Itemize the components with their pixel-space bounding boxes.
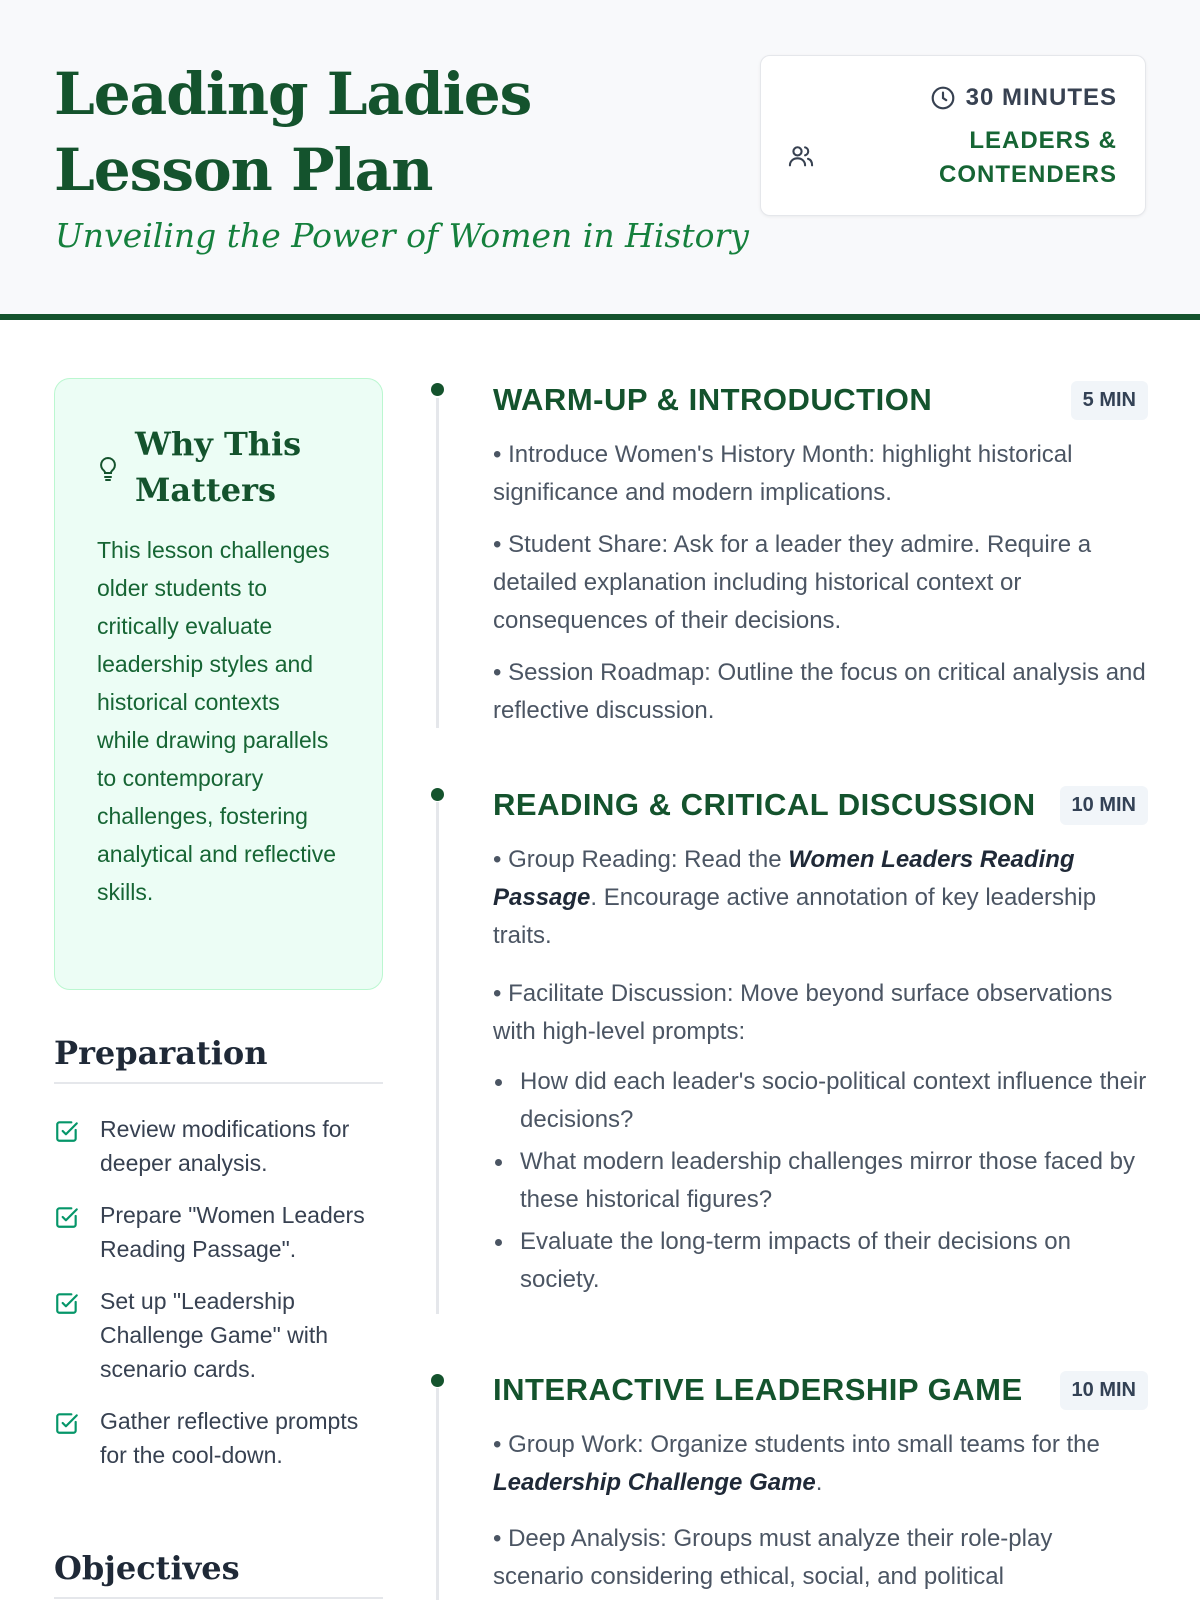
section-title: INTERACTIVE LEADERSHIP GAME <box>493 1372 1023 1407</box>
time-badge: 10 MIN <box>1060 1371 1148 1410</box>
section-paragraph: • Deep Analysis: Groups must analyze their role-play scenario considering ethical, social, and political <box>493 1525 1053 1590</box>
list-item: What modern leadership challenges mirror those faced by these historical figures? <box>493 1143 1148 1219</box>
prep-text: Prepare "Women Leaders Reading Passage". <box>100 1202 365 1262</box>
section-game <box>493 1370 1148 1596</box>
why-text: This lesson challenges older students to critically evaluate leadership styles and historical contexts while drawing parallels to contemporary challenges, fostering analytical and reflective skills. <box>97 537 337 905</box>
duration-label: 30 MINUTES <box>965 84 1117 111</box>
passage-title: Women Leaders Reading Passage <box>493 846 1075 911</box>
section-paragraph: • Facilitate Discussion: Move beyond surface observations with high-level prompts: <box>493 980 1113 1045</box>
lesson-meta-card <box>760 55 1146 216</box>
users-icon <box>787 142 815 170</box>
why-title: Why This Matters <box>135 425 302 509</box>
preparation-heading: Preparation <box>54 1034 383 1084</box>
prep-text: Gather reflective prompts for the cool-down. <box>100 1408 359 1468</box>
audience-label: LEADERS & CONTENDERS <box>938 127 1117 188</box>
timeline-line <box>436 802 439 1314</box>
section-paragraph <box>493 1426 1148 1502</box>
lesson-header <box>0 0 1200 320</box>
checkbox-icon <box>54 1410 80 1436</box>
paragraph-text: • Group Work: Organize students into small teams for the <box>493 1431 1100 1458</box>
section-paragraph: • Introduce Women's History Month: highlight historical significance and modern implications. <box>493 441 1073 506</box>
paragraph-text: • Group Reading: Read the <box>493 846 789 873</box>
list-item <box>54 1112 384 1180</box>
prep-text: Set up "Leadership Challenge Game" with scenario cards. <box>100 1288 329 1382</box>
time-badge: 10 MIN <box>1060 786 1148 825</box>
timeline-dot <box>431 383 444 396</box>
timeline-dot <box>431 1374 444 1387</box>
section-title: WARM-UP & INTRODUCTION <box>493 382 933 417</box>
timeline-line <box>436 398 439 728</box>
paragraph-text: . <box>815 1469 823 1496</box>
section-paragraph <box>493 841 1148 955</box>
clock-icon <box>930 85 956 111</box>
list-item <box>54 1284 384 1386</box>
section-title: READING & CRITICAL DISCUSSION <box>493 787 1036 822</box>
game-title: Leadership Challenge Game <box>493 1469 816 1496</box>
discussion-prompts <box>493 1063 1148 1299</box>
lightbulb-icon <box>97 455 119 483</box>
section-paragraph: • Student Share: Ask for a leader they admire. Require a detailed explanation including historical context or consequences of their decisions. <box>493 531 1092 634</box>
why-this-matters-callout <box>54 378 383 990</box>
time-badge: 5 MIN <box>1071 381 1148 420</box>
paragraph-text: . Encourage active annotation of key leadership traits. <box>493 884 1097 949</box>
duration-row <box>930 84 1117 112</box>
section-paragraph: • Session Roadmap: Outline the focus on critical analysis and reflective discussion. <box>493 659 1146 724</box>
page-title: Leading Ladies Lesson Plan <box>54 60 532 204</box>
prep-text: Review modifications for deeper analysis. <box>100 1116 350 1176</box>
objectives-heading: Objectives <box>54 1549 383 1599</box>
checkbox-icon <box>54 1118 80 1144</box>
section-reading <box>493 785 1148 1303</box>
list-item <box>54 1198 384 1266</box>
page-subtitle: Unveiling the Power of Women in History <box>55 216 749 255</box>
list-item: How did each leader's socio-political context influence their decisions? <box>493 1063 1148 1139</box>
preparation-list <box>54 1112 384 1490</box>
section-warm-up <box>493 380 1148 730</box>
timeline-dot <box>431 788 444 801</box>
list-item <box>54 1404 384 1472</box>
list-item: Evaluate the long-term impacts of their decisions on society. <box>493 1223 1148 1299</box>
checkbox-icon <box>54 1290 80 1316</box>
timeline-line <box>436 1388 439 1600</box>
checkbox-icon <box>54 1204 80 1230</box>
